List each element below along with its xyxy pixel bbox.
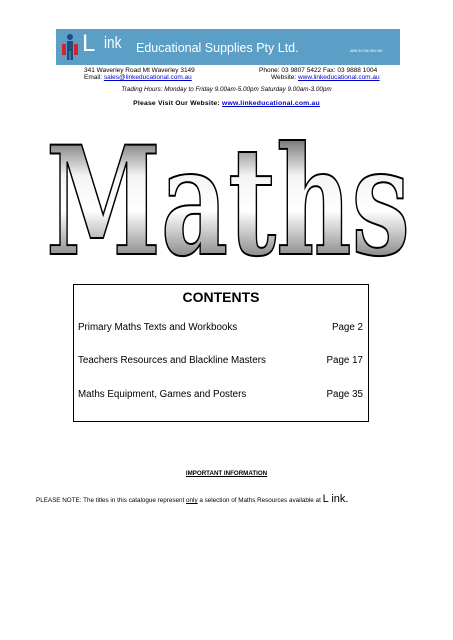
contents-item-page: Page 17: [326, 355, 363, 366]
contents-title: CONTENTS: [182, 289, 260, 305]
phone-fax: Phone: 03 9807 5422 Fax: 03 9888 1004: [259, 67, 378, 74]
maths-title-art: [40, 126, 415, 272]
email-link[interactable]: sales@linkeducational.com.au: [103, 74, 192, 81]
visit-prefix: Please Visit Our Website:: [133, 100, 220, 107]
company-name: Educational Supplies Pty Ltd.: [136, 41, 299, 55]
contents-item-label: Primary Maths Texts and Workbooks: [78, 322, 238, 333]
contents-row[interactable]: [78, 355, 363, 366]
website-line: [271, 74, 380, 81]
header-banner: [56, 29, 400, 65]
note-only: only: [186, 497, 198, 504]
contents-item-page: Page 2: [331, 322, 363, 333]
contents-item-page: Page 35: [326, 389, 363, 400]
visit-url[interactable]: www.linkeducational.com.au: [221, 100, 320, 107]
email-label: Email:: [84, 74, 103, 81]
email-line: [84, 74, 192, 81]
contents-box: [73, 284, 369, 422]
contents-item-label: Maths Equipment, Games and Posters: [78, 389, 247, 400]
website-label: Website:: [271, 74, 297, 81]
company-abn: ABN 54 006 054 930: [350, 49, 383, 53]
address: 341 Waverley Road Mt Waverley 3149: [84, 67, 195, 74]
catalogue-note: [36, 493, 348, 505]
contents-row[interactable]: [78, 389, 363, 400]
contents-item-label: Teachers Resources and Blackline Masters: [78, 355, 266, 366]
website-link[interactable]: www.linkeducational.com.au: [297, 74, 380, 81]
brand-letter: L: [82, 30, 96, 57]
link-logo-icon: [61, 33, 79, 61]
note-prefix: PLEASE NOTE: The titles in this catalogue represent: [36, 497, 187, 504]
contents-row[interactable]: [78, 322, 363, 333]
note-brand: L ink.: [322, 493, 349, 505]
brand-ink: ink: [104, 33, 122, 52]
note-suffix: a selection of Maths Resources available at: [197, 497, 323, 504]
visit-website: [0, 100, 453, 107]
trading-hours: Trading Hours: Monday to Friday 9.00am-5.00pm Saturday 9.00am-3.00pm: [121, 86, 332, 93]
important-info-title: IMPORTANT INFORMATION: [185, 470, 268, 477]
maths-title-text: Maths: [46, 126, 410, 272]
